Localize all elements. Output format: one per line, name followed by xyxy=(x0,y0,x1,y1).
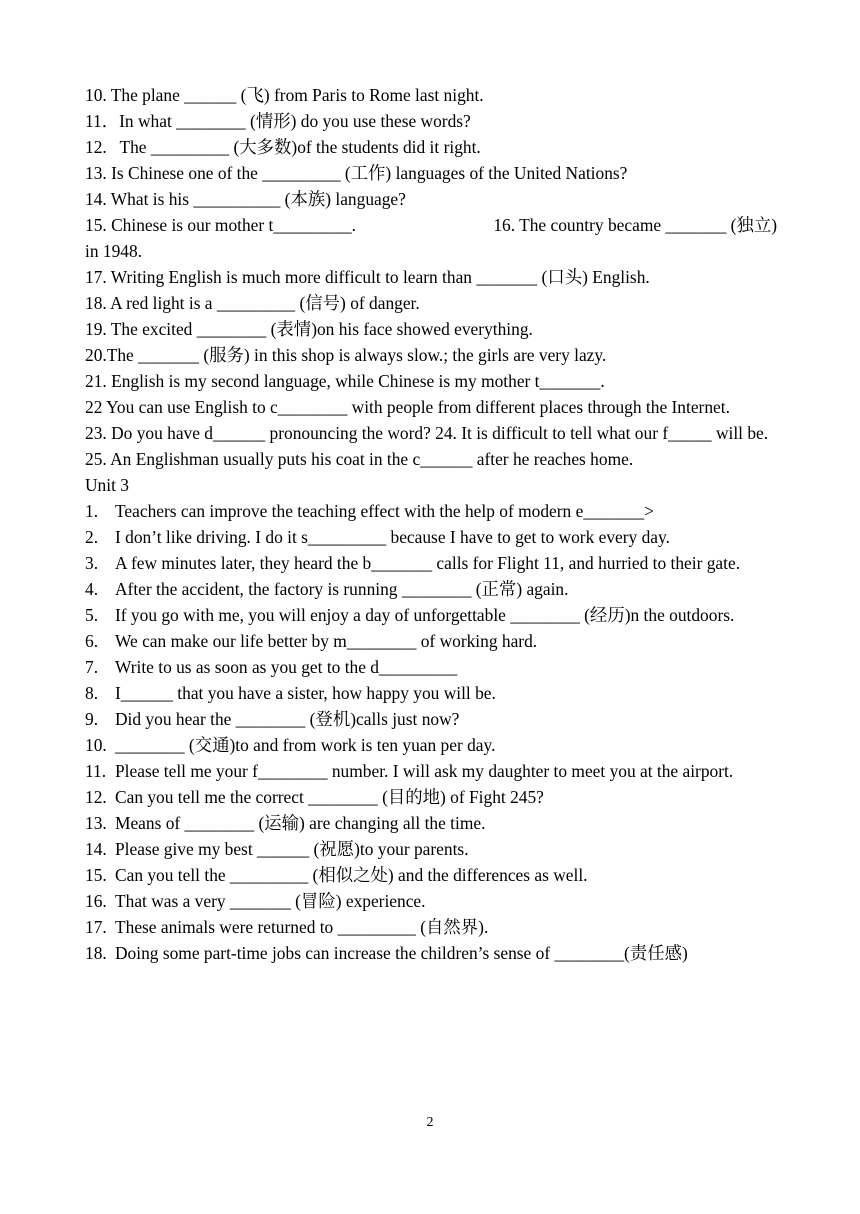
item-number: 6. xyxy=(85,631,99,651)
exercise-item-16: 16. The country became _______ (独立) xyxy=(493,215,777,235)
item-number: 13. xyxy=(85,813,107,833)
list-item xyxy=(85,628,777,654)
list-item xyxy=(85,550,777,576)
page-number: 2 xyxy=(426,1115,434,1130)
item-number: 18. xyxy=(85,943,107,963)
item-number: 17. xyxy=(85,917,107,937)
item-number: 9. xyxy=(85,709,99,729)
list-item xyxy=(85,810,777,836)
exercise-item-13: 13. Is Chinese one of the _________ (工作) languages of the United Nations? xyxy=(85,163,628,183)
list-item xyxy=(85,602,777,628)
list-item xyxy=(85,836,777,862)
item-number: 2. xyxy=(85,527,99,547)
item-text: That was a very _______ (冒险) experience. xyxy=(115,891,426,911)
item-text: Can you tell the _________ (相似之处) and the differences as well. xyxy=(115,865,588,885)
item-number: 15. xyxy=(85,865,107,885)
unit-heading: Unit 3 xyxy=(85,475,129,495)
list-item xyxy=(85,732,777,758)
item-number: 16. xyxy=(85,891,107,911)
exercise-item-19: 19. The excited ________ (表情)on his face showed everything. xyxy=(85,319,533,339)
item-text: These animals were returned to _________ (自然界). xyxy=(115,917,489,937)
item-number: 1. xyxy=(85,501,99,521)
unit3-list xyxy=(85,498,777,966)
exercise-items-23-24: 23. Do you have d______ pronouncing the word? 24. It is difficult to tell what our f_____ will be. xyxy=(85,423,769,443)
item-text: ________ (交通)to and from work is ten yuan per day. xyxy=(115,735,496,755)
item-text: Can you tell me the correct ________ (目的地) of Fight 245? xyxy=(115,787,544,807)
item-text: After the accident, the factory is running ________ (正常) again. xyxy=(115,579,569,599)
item-text: If you go with me, you will enjoy a day of unforgettable ________ (经历)n the outdoors. xyxy=(115,605,735,625)
item-number: 7. xyxy=(85,657,99,677)
list-item xyxy=(85,524,777,550)
item-text: A few minutes later, they heard the b_______ calls for Flight 11, and hurried to their gate. xyxy=(115,553,741,573)
list-item xyxy=(85,758,777,784)
list-item xyxy=(85,914,777,940)
item-text: Did you hear the ________ (登机)calls just now? xyxy=(115,709,460,729)
exercise-item-14: 14. What is his __________ (本族) language? xyxy=(85,189,406,209)
list-item xyxy=(85,706,777,732)
exercise-content xyxy=(85,82,777,966)
item-text: Please tell me your f________ number. I will ask my daughter to meet you at the airport. xyxy=(115,761,734,781)
item-number: 5. xyxy=(85,605,99,625)
list-item xyxy=(85,680,777,706)
exercise-items-15-16 xyxy=(85,212,777,238)
list-item xyxy=(85,498,777,524)
list-item xyxy=(85,654,777,680)
exercise-item-20: 20.The _______ (服务) in this shop is always slow.; the girls are very lazy. xyxy=(85,345,607,365)
item-text: Doing some part-time jobs can increase the children’s sense of ________(责任感) xyxy=(115,943,688,963)
item-text: Teachers can improve the teaching effect with the help of modern e_______> xyxy=(115,501,654,521)
item-text: I don’t like driving. I do it s_________ because I have to get to work every day. xyxy=(115,527,670,547)
item-number: 11. xyxy=(85,761,107,781)
exercise-item-11: 11．In what ________ (情形) do you use these words? xyxy=(85,111,471,131)
list-item xyxy=(85,940,777,966)
item-number: 10. xyxy=(85,735,107,755)
item-text: Write to us as soon as you get to the d_________ xyxy=(115,657,458,677)
exercise-item-12: 12. The _________ (大多数)of the students did it right. xyxy=(85,137,481,157)
exercise-item-25: 25. An Englishman usually puts his coat in the c______ after he reaches home. xyxy=(85,449,634,469)
exercise-item-17: 17. Writing English is much more difficult to learn than _______ (口头) English. xyxy=(85,267,650,287)
list-item xyxy=(85,888,777,914)
list-item xyxy=(85,862,777,888)
item-text: I______ that you have a sister, how happy you will be. xyxy=(115,683,496,703)
item-number: 12. xyxy=(85,787,107,807)
item-number: 8. xyxy=(85,683,99,703)
exercise-item-10: 10. The plane ______ (飞) from Paris to Rome last night. xyxy=(85,85,484,105)
exercise-item-16-continued: in 1948. xyxy=(85,241,143,261)
item-number: 3. xyxy=(85,553,99,573)
item-text: We can make our life better by m________ of working hard. xyxy=(115,631,538,651)
exercise-item-15: 15. Chinese is our mother t_________. xyxy=(85,215,356,235)
item-number: 4. xyxy=(85,579,99,599)
item-number: 14. xyxy=(85,839,107,859)
exercise-item-22: 22 You can use English to c________ with people from different places through the Internet. xyxy=(85,397,730,417)
item-text: Please give my best ______ (祝愿)to your parents. xyxy=(115,839,469,859)
item-text: Means of ________ (运输) are changing all the time. xyxy=(115,813,486,833)
exercise-item-21: 21. English is my second language, while Chinese is my mother t_______. xyxy=(85,371,605,391)
list-item xyxy=(85,784,777,810)
exercise-item-18: 18. A red light is a _________ (信号) of danger. xyxy=(85,293,420,313)
list-item xyxy=(85,576,777,602)
